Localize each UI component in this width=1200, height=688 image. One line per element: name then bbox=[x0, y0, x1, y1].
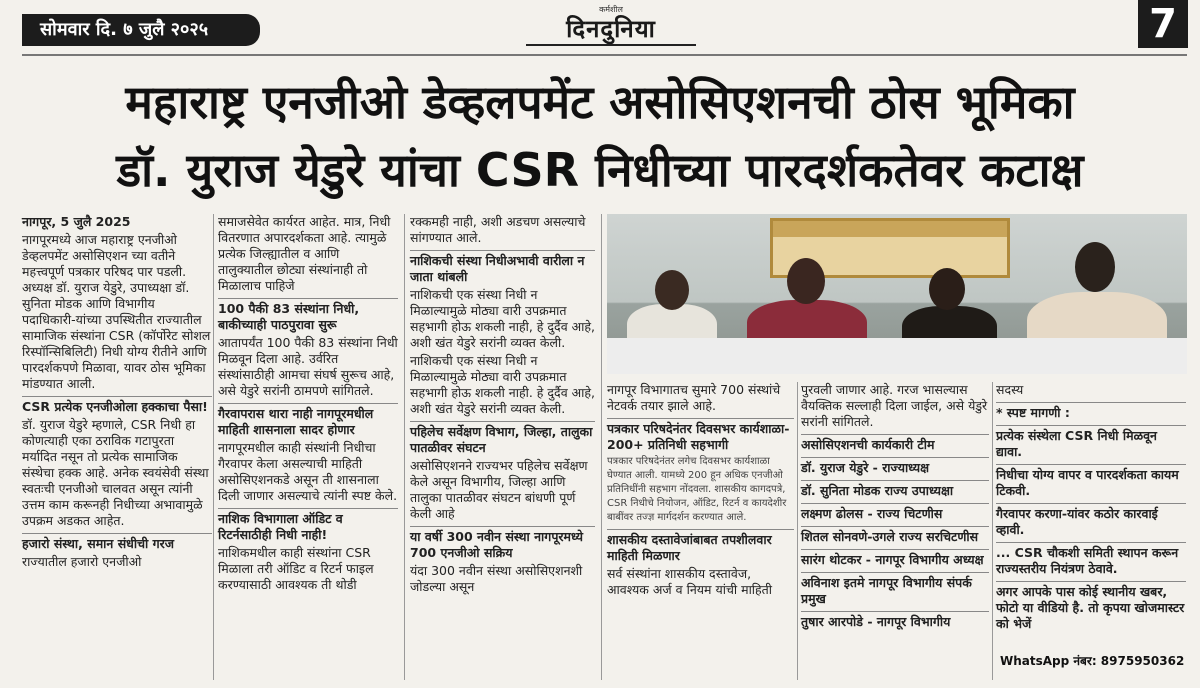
article-paragraph: पुरवली जाणार आहे. गरज भासल्यास वैयक्तिक सल्लाही दिला जाईल, असे येडुरे सरांनी सांगितले. bbox=[801, 382, 988, 429]
column-divider bbox=[404, 214, 405, 680]
subheading: नाशिक विभागाला ऑडिट व रिटर्नसाठीही निधी नाही! bbox=[218, 508, 398, 543]
subheading: या वर्षी 300 नवीन संस्था नागपूरमध्ये 700 एनजीओ सक्रिय bbox=[410, 526, 595, 561]
team-member: डॉ. सुनिता मोडक राज्य उपाध्यक्षा bbox=[801, 480, 989, 499]
header-divider bbox=[22, 54, 1187, 56]
column-divider bbox=[213, 214, 214, 680]
article-paragraph: सदस्य bbox=[996, 382, 1024, 397]
newspaper-name: दिनदुनिया bbox=[566, 15, 656, 43]
article-paragraph: नागपूरमध्ये आज महाराष्ट्र एनजीओ डेव्हलपमेंट असोसिएशन च्या वतीने महत्त्वपूर्ण पत्रकार परिषद पार पडली. अध्यक्ष डॉ. युराज येडुरे, उपाध्यक्षा डॉ. सुनिता मोडक आणि विभागीय पदाधिकारी-यांच्या उपस्थितीत राज्यातील सामाजिक संस्थांना CSR (कॉर्पोरेट सोशल रिस्पॉन्सिबिलिटी) निधी योग्य रीतीने आणि पारदर्शकपणे मिळावा, यावर ठोस भूमिका मांडण्यात आली. bbox=[22, 232, 211, 391]
subheading: CSR प्रत्येक एनजीओला हक्काचा पैसा! bbox=[22, 396, 212, 415]
masthead bbox=[526, 4, 696, 48]
headline-line-2: डॉ. युराज येडुरे यांचा CSR निधीच्या पारदर्शकतेवर कटाक्ष bbox=[116, 143, 1084, 197]
demand-item: गैरवापर करणा-यांवर कठोर कारवाई व्हावी. bbox=[996, 503, 1186, 538]
article-paragraph: रक्कमही नाही, अशी अडचण असल्याचे सांगण्यात आले. bbox=[410, 214, 586, 245]
column-divider bbox=[797, 382, 798, 680]
subheading: शासकीय दस्तावेजांबाबत तपशीलवार माहिती मिळणार bbox=[607, 529, 794, 564]
article-paragraph: नाशिकची एक संस्था निधी न मिळाल्यामुळे मोठ्या वारी उपक्रमात सहभागी होऊ शकली नाही, हे दुर्दैव आहे, अशी खंत येडुरे सरांनी व्यक्त केली. bbox=[410, 287, 596, 350]
subheading: पत्रकार परिषदेनंतर दिवसभर कार्यशाळा- 200+ प्रतिनिधी सहभागी bbox=[607, 418, 794, 453]
article-paragraph: आतापर्यंत 100 पैकी 83 संस्थांना निधी मिळवून दिला आहे. उर्वरित संस्थांसाठीही आमचा संघर्ष सुरूच आहे, असे येडुरे सरांनी ठामपणे सांगितले. bbox=[218, 335, 398, 398]
column-divider bbox=[992, 382, 993, 680]
whatsapp-number: WhatsApp नंबर: 8975950362 bbox=[1000, 654, 1185, 668]
article-paragraph: यंदा 300 नवीन संस्था असोसिएशनशी जोडल्या असून bbox=[410, 563, 583, 594]
article-paragraph: नागपूर विभागातच सुमारे 700 संस्थांचे नेटवर्क तयार झाले आहे. bbox=[607, 382, 781, 413]
article-paragraph: पत्रकार परिषदेनंतर लगेच दिवसभर कार्यशाळा घेण्यात आली. यामध्ये 200 हून अधिक एनजीओ प्रतिनिधींनी सहभाग नोंदवला. शासकीय कागदपत्रे, CSR निधीचे नियोजन, ऑडिट, रिटर्न व कायदेशीर बाबींवर तज्ज्ञ मार्गदर्शन करण्यात आले. bbox=[607, 456, 787, 523]
page-number: 7 bbox=[1138, 0, 1188, 48]
headline-line-1: महाराष्ट्र एनजीओ डेव्हलपमेंट असोसिएशनची ठोस भूमिका bbox=[125, 75, 1075, 129]
article-paragraph: नाशिकची एक संस्था निधी न मिळाल्यामुळे मोठ्या वारी उपक्रमात सहभागी होऊ शकली नाही. हे दुर्दैव आहे, अशी खंत येडुरे सरांनी व्यक्त केली. bbox=[410, 353, 596, 416]
article-column-6 bbox=[996, 382, 1186, 634]
team-member: शितल सोनवणे-उगले राज्य सरचिटणीस bbox=[801, 526, 989, 545]
article-paragraph: सर्व संस्थांना शासकीय दस्तावेज, आवश्यक अर्ज व नियम यांची माहिती bbox=[607, 566, 773, 597]
team-member: लक्ष्मण ढोलस - राज्य चिटणीस bbox=[801, 503, 989, 522]
team-member: तुषार आरपोडे - नागपूर विभागीय bbox=[801, 611, 989, 630]
masthead-tagline: कर्मशील bbox=[599, 5, 623, 14]
issue-date: सोमवार दि. ७ जुलै २०२५ bbox=[22, 14, 260, 46]
subheading: * स्पष्ट मागणी : bbox=[996, 402, 1186, 421]
subheading: 100 पैकी 83 संस्थांना निधी, बाकीच्याही पाठपुरावा सुरू bbox=[218, 298, 398, 333]
article-paragraph: डॉ. युराज येडुरे म्हणाले, CSR निधी हा कोणत्याही एका ठराविक गटापुरता मर्यादित नसून तो प्रत्येक सामाजिक संस्थेचा हक्क आहे. अनेक स्वयंसेवी संस्था स्वतःची एनजीओ चालवत असून त्यांनी उत्तम काम करूनही निधीच्या अभावामुळे उपक्रम अडकत आहेत. bbox=[22, 417, 209, 528]
article-paragraph: राज्यातील हजारो एनजीओ bbox=[22, 554, 142, 569]
subheading: असोसिएशनची कार्यकारी टीम bbox=[801, 434, 989, 453]
subheading: पहिलेच सर्वेक्षण विभाग, जिल्हा, तालुका पातळीवर संघटन bbox=[410, 421, 595, 456]
reader-appeal: अगर आपके पास कोई स्थानीय खबर, फोटो या वीडियो है. तो कृपया खोजमास्टर को भेजें bbox=[996, 581, 1186, 632]
subheading: हजारो संस्था, समान संधीची गरज bbox=[22, 533, 212, 552]
article-column-5 bbox=[801, 382, 989, 632]
article-column-4 bbox=[607, 382, 794, 600]
demand-item: निधीचा योग्य वापर व पारदर्शकता कायम टिकवी. bbox=[996, 464, 1186, 499]
article-paragraph: नागपूरमधील काही संस्थांनी निधीचा गैरवापर केला असल्याची माहिती असोसिएशनकडे असून ती शासनाला दिली जाणार असल्याचे त्यांनी स्पष्ट केले. bbox=[218, 440, 398, 503]
dateline: नागपूर, 5 जुलै 2025 bbox=[22, 214, 131, 229]
article-paragraph: असोसिएशनने राज्यभर पहिलेच सर्वेक्षण केले असून विभागीय, जिल्हा आणि तालुका पातळीवर संघटन बांधणी पूर्ण केली आहे bbox=[410, 458, 588, 521]
column-divider bbox=[601, 214, 602, 680]
subheading: गैरवापरास थारा नाही नागपूरमधील माहिती शासनाला सादर होणार bbox=[218, 403, 398, 438]
article-column-3 bbox=[410, 214, 595, 597]
article-column-1 bbox=[22, 214, 212, 572]
team-member: डॉ. युराज येडुरे - राज्याध्यक्ष bbox=[801, 457, 989, 476]
conference-table bbox=[607, 338, 1187, 374]
demand-item: प्रत्येक संस्थेला CSR निधी मिळवून द्यावा. bbox=[996, 425, 1186, 460]
article-column-2 bbox=[218, 214, 398, 595]
subheading: नाशिकची संस्था निधीअभावी वारीला न जाता थांबली bbox=[410, 250, 595, 285]
team-member: अविनाश इतमे नागपूर विभागीय संपर्क प्रमुख bbox=[801, 572, 989, 607]
press-conference-photo bbox=[607, 214, 1187, 374]
article-paragraph: नाशिकमधील काही संस्थांना CSR मिळाला तरी ऑडिट व रिटर्न फाइल करण्यासाठी आवश्यक ती थोडी bbox=[218, 545, 374, 592]
team-member: सारंग थोटकर - नागपूर विभागीय अध्यक्ष bbox=[801, 549, 989, 568]
demand-item: ... CSR चौकशी समिती स्थापन करून राज्यस्तरीय नियंत्रण ठेवावे. bbox=[996, 542, 1186, 577]
article-paragraph: समाजसेवेत कार्यरत आहेत. मात्र, निधी वितरणात अपारदर्शकता आहे. त्यामुळे प्रत्येक जिल्ह्यातील व आणि तालुक्यातील छोट्या संस्थांनाही तो मिळालाच पाहिजे bbox=[218, 214, 391, 293]
page-header bbox=[0, 0, 1200, 52]
